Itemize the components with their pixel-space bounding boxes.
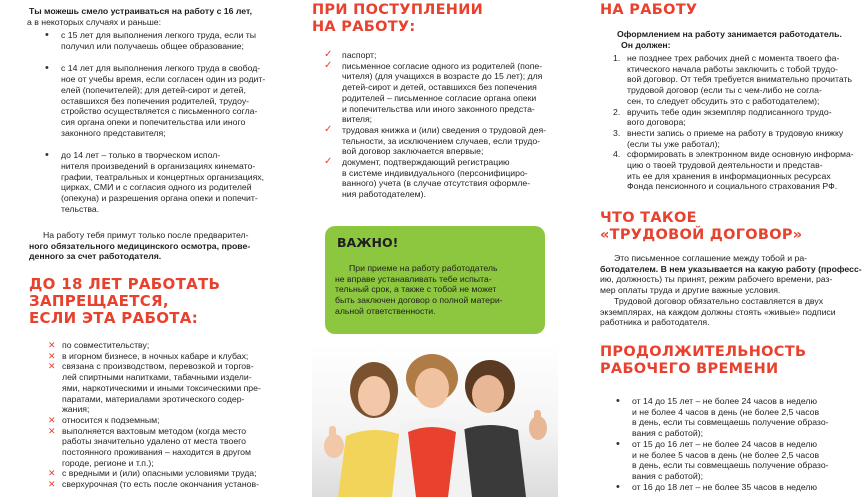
age-exceptions-list: [45, 30, 285, 215]
contract-heading: ЧТО ТАКОЕ «ТРУДОВОЙ ДОГОВОР»: [600, 210, 803, 243]
list-item: ✕ по совместительству;: [48, 340, 150, 350]
cross-icon: ✕: [48, 340, 56, 350]
list-item: • от 14 до 15 лет – не более 24 часов в неделю и не более 4 часов в день (не более 2,5 часов в день, если ты совмещаешь получение образо- вания с работой);: [616, 396, 865, 439]
list-item: ✕ выполняется вахтовым методом (когда место работы значительно удалено от места твоего постоянного проживания – находится в другом городе, регионе и т.п.);: [48, 425, 251, 468]
checkmark-icon: ✓: [324, 123, 333, 135]
list-item: ✕ в игорном бизнесе, в ночных кабаре и клубах;: [48, 350, 249, 361]
list-item: • до 14 лет – только в творческом испол- нителя произведений в организациях кинемато- графии, театральных и концертных организациях, цирках, СМИ и с согласия одного из родителей (опекуна) и разрешения органа опеки и попечит- тельства.: [45, 150, 285, 214]
contract-text: Это письменное соглашение между тобой и ра- ботодателем. В нем указывается на какую работу (професс- ию, должность) ты принят, режим рабочего времени, раз- мер оплаты труда и другие важные условия. Трудовой договор обязательно составляется в двух экземплярах, на каждом должны стоять «живые» подписи работника и работодателя.: [600, 253, 862, 328]
list-item: 1. не позднее трех рабочих дней с момента твоего фа- ктического начала работы заключить с тобой трудо- вой договор. От тебя требуется внимательно прочитать трудовой договор (если ты с чем-либо не согла- сен, то следует обсудить это с работодателем);: [613, 53, 852, 106]
list-item: ✕ связана с производством, перевозкой и торгов- лей спиртными напитками, табачными издели- ями, наркотическими и иными токсическими пре- паратами, материалами эротического содер- жания;: [48, 361, 261, 415]
cross-icon: ✕: [48, 479, 56, 490]
working-hours-heading: ПРОДОЛЖИТЕЛЬНОСТЬ РАБОЧЕГО ВРЕМЕНИ: [600, 344, 807, 377]
checkmark-icon: ✓: [324, 59, 333, 71]
list-item: • от 15 до 16 лет – не более 24 часов в неделю и не более 5 часов в день (не более 2,5 часов в день, если ты совмещаешь получение образо- вания с работой);: [616, 439, 865, 482]
documents-list: [324, 50, 558, 200]
list-item: ✓ документ, подтверждающий регистрацию в системе индивидуального (персонифициро- ванного) учета (в случае отсутствия оформле- ния работодателем).: [324, 156, 531, 200]
right-column: [590, 0, 865, 497]
to-work-heading: НА РАБОТУ: [600, 2, 698, 18]
list-item: • с 15 лет для выполнения легкого труда, если ты получил или получаешь общее образование;: [45, 30, 285, 51]
important-text: При приеме на работу работодатель не вправе устанавливать тебе испыта- тельный срок, а также с тобой не может быть заключен договор о полной матери- альной ответственности.: [335, 263, 503, 316]
list-item: ✕ относится к подземным;: [48, 414, 160, 425]
cross-icon: ✕: [48, 425, 56, 436]
list-item: • с 14 лет для выполнения легкого труда в свобод- ное от учебы время, если согласен один из родит- елей (попечителей); для детей-сирот и детей, оставшихся без попечения родителей, трудоу- стройство осуществляется с письменного согла- сия органа опеки и попечительства или иного законного представителя;: [45, 63, 285, 138]
cross-icon: ✕: [48, 361, 56, 372]
important-title: ВАЖНО!: [337, 235, 399, 250]
employer-duties-list: [605, 53, 865, 192]
teens-photo: [312, 344, 558, 497]
cross-icon: ✕: [48, 468, 56, 479]
working-hours-list: [616, 396, 865, 492]
checkmark-icon: ✓: [324, 49, 333, 60]
checkmark-icon: ✓: [324, 156, 333, 168]
list-item: ✓ паспорт;: [324, 49, 377, 60]
list-item: 4. сформировать в электронном виде основную информа- цию о твоей трудовой деятельности и представ- ить ее для хранения в информационных ресурсах Фонда пенсионного и социального страхования РФ.: [613, 149, 854, 192]
important-callout: [325, 226, 545, 334]
middle-column: [300, 0, 558, 497]
list-item: 2. вручить тебе один экземпляр подписанного трудо- вого договора;: [613, 106, 832, 128]
cross-icon: ✕: [48, 414, 56, 425]
intro-line: а в некоторых случаях и раньше:: [27, 17, 162, 27]
teens-illustration: [312, 344, 558, 497]
list-item: 3. внести запись о приеме на работу в трудовую книжку (если ты уже работал);: [613, 127, 844, 149]
prohibited-list: [45, 340, 285, 490]
prohibited-heading: ДО 18 ЛЕТ РАБОТАТЬ ЗАПРЕЩАЕТСЯ, ЕСЛИ ЭТА РАБОТА:: [29, 275, 221, 327]
list-item: • от 16 до 18 лет – не более 35 часов в неделю: [616, 482, 865, 493]
list-item: ✓ трудовая книжка и (или) сведения о трудовой дея- тельности, за исключением случаев, если трудо- вой договор заключается впервые;: [324, 123, 547, 157]
list-item: ✕ сверхурочная (то есть после окончания установ-: [48, 479, 259, 490]
list-item: ✓ письменное согласие одного из родителей (попе- чителя) (для учащихся в возрасте до 15 лет); для детей-сирот и детей, оставшихся без попечения родителей – письменное согласие органа опеки и попечительства или иного законного предста- вителя;: [324, 59, 543, 125]
employer-lead: Оформлением на работу занимается работодатель. Он должен:: [617, 29, 842, 50]
hiring-heading: ПРИ ПОСТУПЛЕНИИ НА РАБОТУ:: [312, 2, 484, 35]
medical-note: На работу тебя примут только после предварител- ного обязательного медицинского осмотра, прове- денного за счет работодателя.: [29, 230, 251, 262]
list-item: ✕ с вредными и (или) опасными условиями труда;: [48, 468, 257, 479]
cross-icon: ✕: [48, 350, 56, 361]
left-column: [0, 0, 285, 497]
intro-line: Ты можешь смело устраиваться на работу с 16 лет,: [29, 6, 253, 16]
